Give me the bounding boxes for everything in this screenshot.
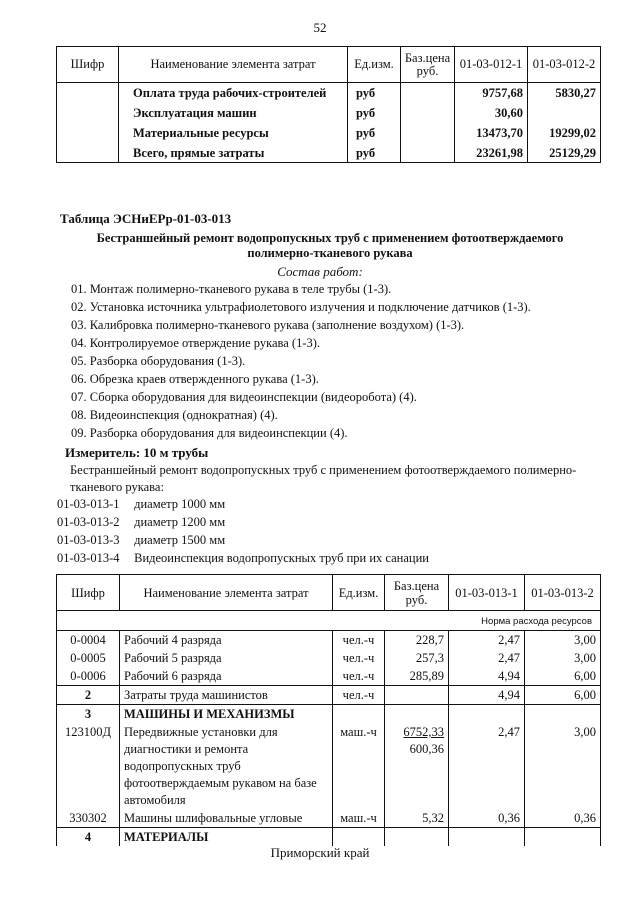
code-row: [57, 497, 225, 512]
code: 01-03-013-4: [57, 551, 120, 565]
row-value-1: 2,47: [449, 723, 525, 809]
row-value-2: [528, 103, 601, 123]
table-row: [57, 123, 601, 143]
row-name: МАТЕРИАЛЫ: [120, 828, 333, 847]
table-title: Таблица ЭСНиЕРр-01-03-013: [60, 211, 232, 226]
row-value-1: 30,60: [455, 103, 528, 123]
row-unit: руб: [348, 83, 401, 103]
code-text: диаметр 1200 мм: [134, 515, 226, 529]
code-row: [57, 515, 225, 530]
works-subtitle: Состав работ:: [277, 264, 363, 279]
row-value-1: 9757,68: [455, 83, 528, 103]
table-heading-line-1: Бестраншейный ремонт водопропускных труб с применением фотоотверждаемого: [96, 231, 564, 245]
table-heading-line-2: полимерно-тканевого рукава: [247, 246, 413, 260]
list-item: 02. Установка источника ультрафиолетового излучения и подключение датчиков (1-3).: [71, 300, 531, 314]
row-value-2: 3,00: [525, 631, 601, 650]
table-row: [57, 631, 601, 650]
row-name: Рабочий 4 разряда: [120, 631, 333, 650]
row-code: 330302: [57, 809, 120, 828]
row-value-2: 3,00: [525, 649, 601, 667]
col-header-base-price: Баз.цена руб.: [385, 575, 449, 611]
col-header-rate-2: 01-03-012-2: [528, 47, 601, 83]
row-name-line: диагностики и ремонта: [124, 742, 249, 756]
section-row-machines: [57, 705, 601, 724]
code-row: [57, 533, 225, 548]
row-code: 0-0004: [57, 631, 120, 650]
col-header-code: Шифр: [57, 47, 119, 83]
row-code: 0-0006: [57, 667, 120, 686]
code: 01-03-013-1: [57, 497, 120, 511]
list-item: 09. Разборка оборудования для видеоинспекции (4).: [71, 426, 348, 440]
row-name-line: водопропускных труб: [124, 759, 241, 773]
row-code: 4: [57, 828, 120, 847]
table-row: [57, 667, 601, 686]
row-value-2: 5830,27: [528, 83, 601, 103]
col-header-code: Шифр: [57, 575, 120, 611]
row-value-1: 4,94: [449, 667, 525, 686]
row-value-1: 2,47: [449, 649, 525, 667]
row-code: 123100Д: [57, 723, 120, 809]
code: 01-03-013-2: [57, 515, 120, 529]
col-header-name: Наименование элемента затрат: [119, 47, 348, 83]
row-name-line: фотоотверждаемым рукавом на базе: [124, 776, 317, 790]
col-header-base-price: Баз.цена руб.: [401, 47, 455, 83]
code-text: Видеоинспекция водопропускных труб при их санации: [134, 551, 429, 565]
list-item: 07. Сборка оборудования для видеоинспекции (видеоробота) (4).: [71, 390, 417, 404]
row-price-struck: 6752,33: [403, 725, 444, 739]
row-value-1: 13473,70: [455, 123, 528, 143]
row-value-2: 6,00: [525, 667, 601, 686]
row-price-cell: [385, 723, 449, 809]
code-text: диаметр 1500 мм: [134, 533, 226, 547]
row-value-2: 19299,02: [528, 123, 601, 143]
list-item: 01. Монтаж полимерно-тканевого рукава в теле трубы (1-3).: [71, 282, 392, 296]
row-code: 3: [57, 705, 120, 724]
col-header-rate-1: 01-03-013-1: [449, 575, 525, 611]
row-name: Эксплуатация машин: [119, 103, 348, 123]
row-unit: руб: [348, 143, 401, 163]
table-header-row: [57, 575, 601, 611]
row-name: МАШИНЫ И МЕХАНИЗМЫ: [120, 705, 333, 724]
row-price: 228,7: [385, 631, 449, 650]
page-number: 52: [313, 20, 327, 35]
row-name: Материальные ресурсы: [119, 123, 348, 143]
row-value-2: 3,00: [525, 723, 601, 809]
code-text: диаметр 1000 мм: [134, 497, 226, 511]
table-row: [57, 723, 601, 809]
col-header-unit: Ед.изм.: [348, 47, 401, 83]
footer-region: Приморский край: [270, 845, 370, 860]
code-row: [57, 551, 429, 566]
table-row: [57, 103, 601, 123]
row-price: 5,32: [385, 809, 449, 828]
table-header-row: [57, 47, 601, 83]
summary-cost-table: [56, 46, 601, 163]
row-unit: чел.-ч: [333, 667, 385, 686]
row-value-2: 0,36: [525, 809, 601, 828]
row-unit: руб: [348, 103, 401, 123]
row-name: Машины шлифовальные угловые: [120, 809, 333, 828]
col-header-rate-1: 01-03-012-1: [455, 47, 528, 83]
row-name: Затраты труда машинистов: [120, 686, 333, 705]
table-row: [57, 649, 601, 667]
list-item: 06. Обрезка краев отвержденного рукава (1-3).: [71, 372, 319, 386]
row-value-2: 6,00: [525, 686, 601, 705]
row-value-2: 25129,29: [528, 143, 601, 163]
resource-norm-table: [56, 574, 601, 846]
row-unit: руб: [348, 123, 401, 143]
row-code: 0-0005: [57, 649, 120, 667]
measure-unit: Измеритель: 10 м трубы: [65, 445, 209, 460]
row-unit: маш.-ч: [333, 809, 385, 828]
row-name: Всего, прямые затраты: [119, 143, 348, 163]
row-code: 2: [57, 686, 120, 705]
norm-label: Норма расхода ресурсов: [57, 611, 601, 631]
table-row: [57, 143, 601, 163]
row-price: 285,89: [385, 667, 449, 686]
col-header-unit: Ед.изм.: [333, 575, 385, 611]
section-row-materials: [57, 828, 601, 847]
row-name: Рабочий 6 разряда: [120, 667, 333, 686]
code: 01-03-013-3: [57, 533, 120, 547]
col-header-rate-2: 01-03-013-2: [525, 575, 601, 611]
row-name: [120, 723, 333, 809]
list-item: 05. Разборка оборудования (1-3).: [71, 354, 246, 368]
row-unit: чел.-ч: [333, 649, 385, 667]
list-item: 03. Калибровка полимерно-тканевого рукава (заполнение воздухом) (1-3).: [71, 318, 465, 332]
row-price: 600,36: [409, 742, 444, 756]
table-row: [57, 809, 601, 828]
row-value-1: 0,36: [449, 809, 525, 828]
row-unit: чел.-ч: [333, 686, 385, 705]
row-value-1: 4,94: [449, 686, 525, 705]
row-name-line: автомобиля: [124, 793, 186, 807]
list-item: 08. Видеоинспекция (однократная) (4).: [71, 408, 278, 422]
row-name: Оплата труда рабочих-строителей: [119, 83, 348, 103]
row-unit: маш.-ч: [333, 723, 385, 809]
description: Бестраншейный ремонт водопропускных труб с применением фотоотверждаемого полимерно-тканевого рукава:: [70, 463, 577, 494]
row-name: Рабочий 5 разряда: [120, 649, 333, 667]
norm-label-row: [57, 611, 601, 631]
row-value-1: 2,47: [449, 631, 525, 650]
row-price: 257,3: [385, 649, 449, 667]
table-row: [57, 83, 601, 103]
row-value-1: 23261,98: [455, 143, 528, 163]
row-unit: чел.-ч: [333, 631, 385, 650]
table-row: [57, 686, 601, 705]
list-item: 04. Контролируемое отверждение рукава (1-3).: [71, 336, 321, 350]
row-name-line: Передвижные установки для: [124, 725, 278, 739]
col-header-name: Наименование элемента затрат: [120, 575, 333, 611]
row-price: [385, 686, 449, 705]
